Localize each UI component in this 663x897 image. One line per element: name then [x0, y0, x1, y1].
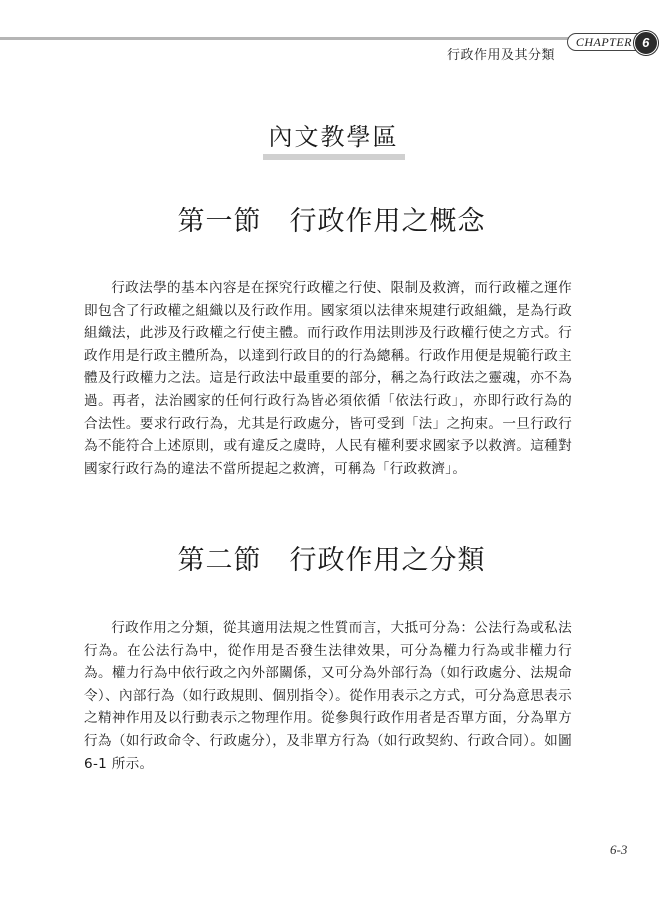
chapter-number: 6: [634, 31, 658, 55]
chapter-badge: [545, 32, 655, 52]
section-label: 內文教學區: [263, 117, 405, 160]
section-paragraph-1: 行政法學的基本內容是在探究行政權之行使、限制及救濟，而行政權之運作即包含了行政權之組織以及行政作用。國家須以法律來規建行政組織，是為行政組織法，此涉及行政權之行使主體。而行政作用法則涉及行政權行使之方式。行政作用是行政主體所為，以達到行政目的的行為總稱。行政作用便是規範行政主體及行政權力之法。這是行政法中最重要的部分，稱之為行政法之靈魂，亦不為過。再者，法治國家的任何行政行為皆必須依循「依法行政」，亦即行政行為的合法性。要求行政行為，尤其是行政處分，皆可受到「法」之拘束。一旦行政行為不能符合上述原則，或有違反之虞時，人民有權利要求國家予以救濟。這種對國家行政行為的違法不當所提起之救濟，可稱為「行政救濟」。: [84, 280, 572, 477]
chapter-word: CHAPTER: [575, 35, 632, 49]
chapter-label: [567, 33, 655, 51]
section-paragraph-2: 行政作用之分類，從其適用法規之性質而言，大抵可分為：公法行為或私法行為。在公法行為中，從作用是否發生法律效果，可分為權力行為或非權力行為。權力行為中依行政之內外部關係，又可分為外部行為（如行政處分、法規命令）、內部行為（如行政規則、個別指令）。從作用表示之方式，可分為意思表示之精神作用及以行動表示之物理作用。從參與行政作用者是否單方面，分為單方行為（如行政命令、行政處分），及非單方行為（如行政契約、行政合同）。如圖 6-1 所示。: [84, 620, 572, 772]
running-title: 行政作用及其分類: [446, 48, 555, 63]
page-number: 6-3: [610, 842, 628, 857]
section-heading-2: 第二節 行政作用之分類: [177, 545, 486, 576]
section-label-wrap: [0, 117, 663, 160]
header-rule: [0, 37, 612, 40]
section-heading-1: 第一節 行政作用之概念: [177, 206, 486, 237]
